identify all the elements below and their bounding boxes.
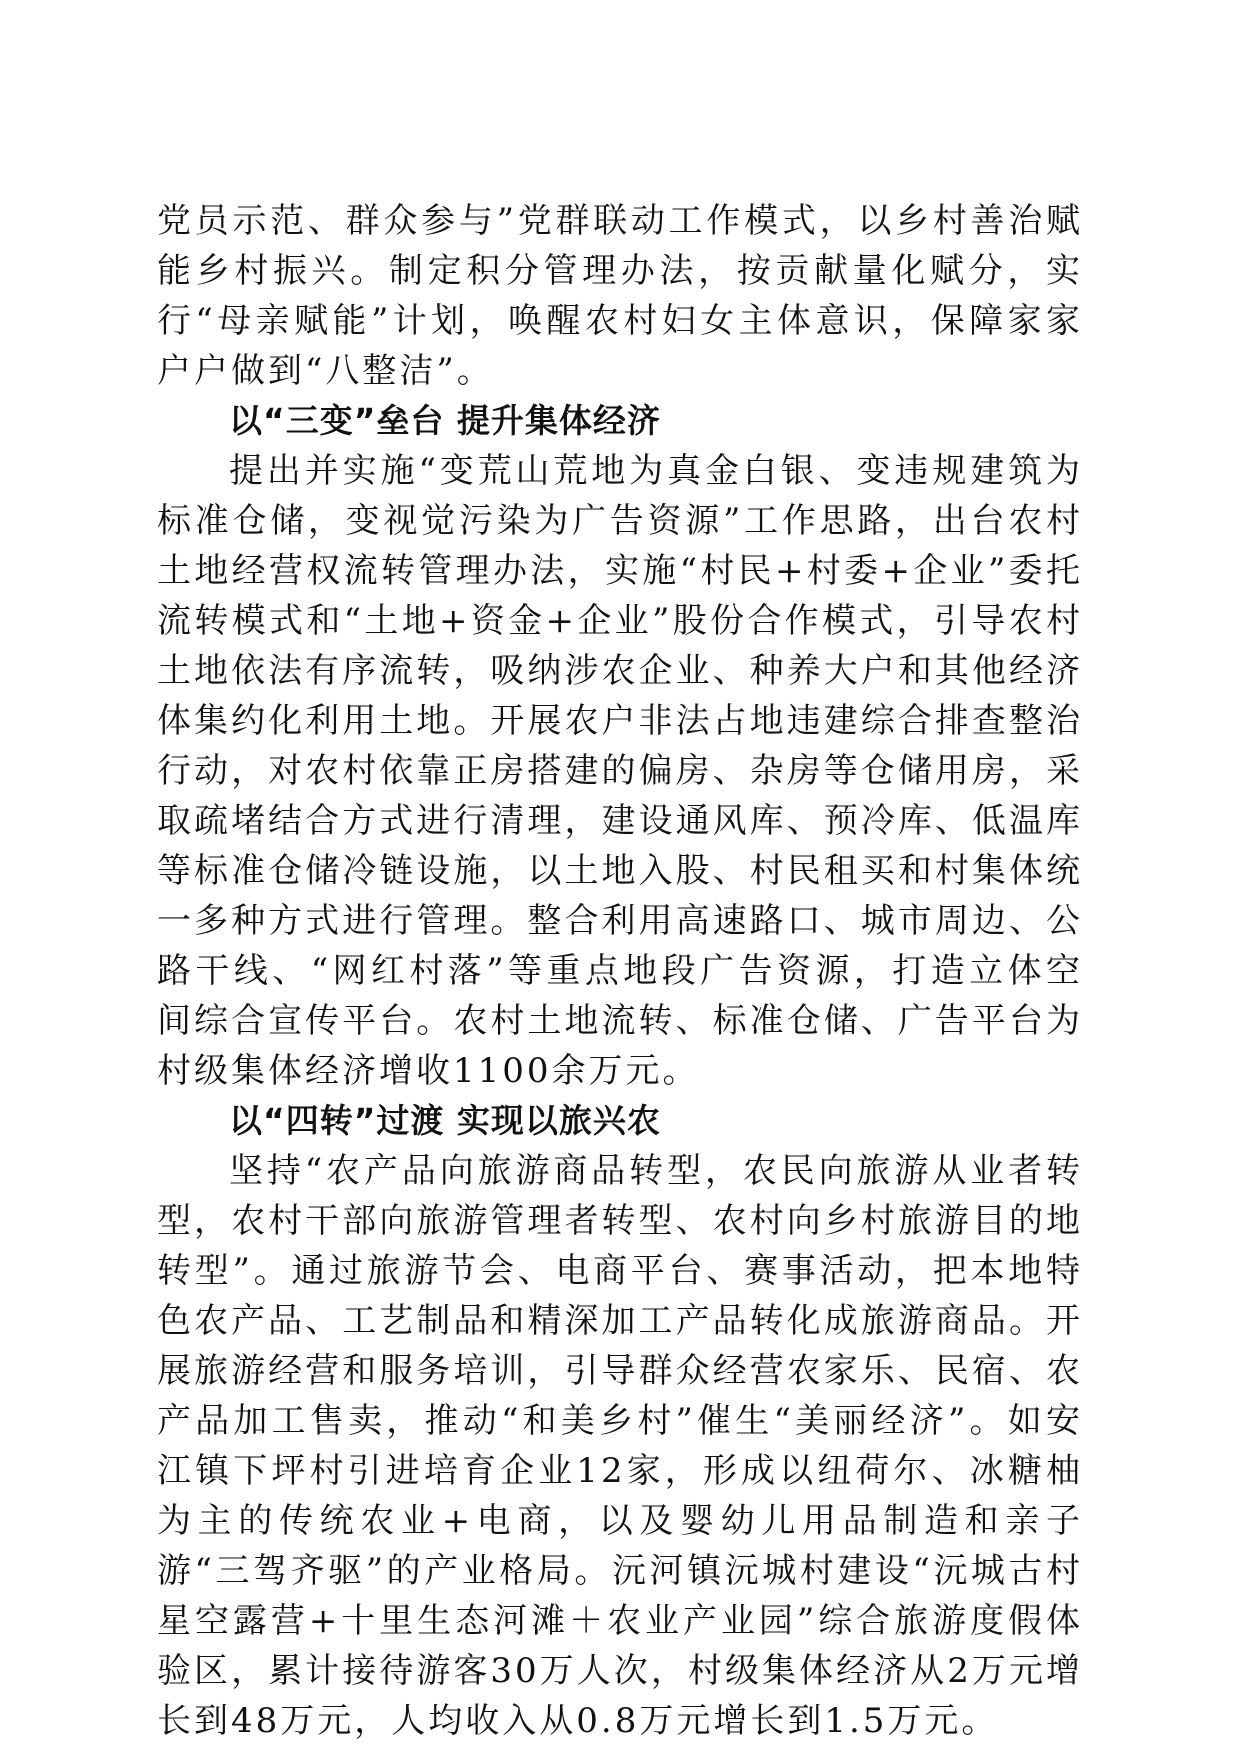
paragraph-tourism-agriculture: 坚持“农产品向旅游商品转型，农民向旅游从业者转型，农村干部向旅游管理者转型、农村向乡村旅游目的地转型”。通过旅游节会、电商平台、赛事活动，把本地特色农产品、工艺制品和精深加工产品转化成旅游商品。开展旅游经营和服务培训，引导群众经营农家乐、民宿、农产品加工售卖，推动“和美乡村”催生“美丽经济”。如安江镇下坪村引进培育企业12家，形成以纽荷尔、冰糖柚为主的传统农业+电商，以及婴幼儿用品制造和亲子游“三驾齐驱”的产业格局。沅河镇沅城村建设“沅城古村星空露营+十里生态河滩＋农业产业园”综合旅游度假体验区，累计接待游客30万人次，村级集体经济从2万元增长到48万元，人均收入从0.8万元增长到1.5万元。 [157, 1151, 1083, 1741]
heading-three-changes: 以“三变”垒台 提升集体经济 [229, 401, 661, 440]
paragraph-collective-economy: 提出并实施“变荒山荒地为真金白银、变违规建筑为标准仓储，变视觉污染为广告资源”工作思路，出台农村土地经营权流转管理办法，实施“村民+村委+企业”委托流转模式和“土地+资金+企业”股份合作模式，引导农村土地依法有序流转，吸纳涉农企业、种养大户和其他经济体集约化利用土地。开展农户非法占地违建综合排查整治行动，对农村依靠正房搭建的偏房、杂房等仓储用房，采取疏堵结合方式进行清理，建设通风库、预冷库、低温库等标准仓储冷链设施，以土地入股、村民租买和村集体统一多种方式进行管理。整合利用高速路口、城市周边、公路干线、“网红村落”等重点地段广告资源，打造立体空间综合宣传平台。农村土地流转、标准仓储、广告平台为村级集体经济增收1100余万元。 [157, 451, 1083, 1091]
document-body [157, 196, 1083, 1746]
heading-four-transformations: 以“四转”过渡 实现以旅兴农 [229, 1101, 661, 1140]
paragraph-party-linkage: 党员示范、群众参与”党群联动工作模式，以乡村善治赋能乡村振兴。制定积分管理办法，按贡献量化赋分，实行“母亲赋能”计划，唤醒农村妇女主体意识，保障家家户户做到“八整洁”。 [157, 201, 1083, 391]
